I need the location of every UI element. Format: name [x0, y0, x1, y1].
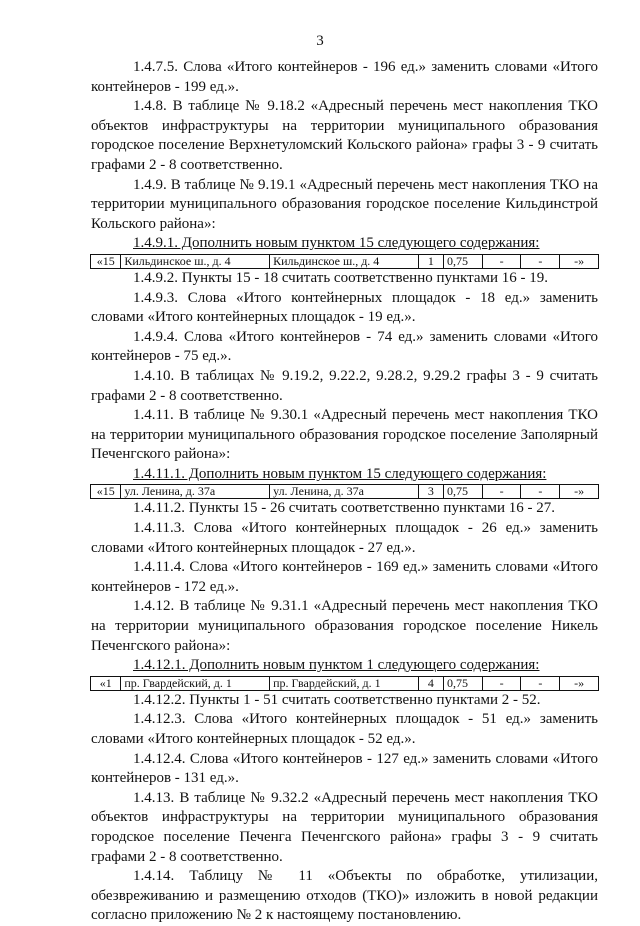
table-row	[91, 676, 599, 690]
table-cell: 3	[418, 485, 443, 499]
paragraph: 1.4.9. В таблице № 9.19.1 «Адресный перечень мест накопления ТКО на территории муниципального образования городское поселение Кильдинстрой Кольского района»:	[91, 176, 598, 232]
table-cell: 4	[418, 676, 443, 690]
table-cell: «15	[91, 485, 121, 499]
table-cell: -	[482, 485, 521, 499]
document-body	[91, 58, 598, 926]
page-number: 3	[316, 33, 324, 49]
paragraph: 1.4.12. В таблице № 9.31.1 «Адресный перечень мест накопления ТКО на территории муниципального образования городское поселение Никель Печенгского района»:	[91, 598, 598, 654]
table-cell: -»	[560, 676, 599, 690]
paragraph: 1.4.7.5. Слова «Итого контейнеров - 196 ед.» заменить словами «Итого контейнеров - 199 ед.».	[91, 59, 598, 95]
paragraph: 1.4.9.4. Слова «Итого контейнеров - 74 ед.» заменить словами «Итого контейнеров - 75 ед.».	[91, 328, 598, 365]
table-cell: «1	[91, 676, 121, 690]
paragraph: 1.4.12.4. Слова «Итого контейнеров - 127 ед.» заменить словами «Итого контейнеров - 131 ед.».	[91, 750, 598, 787]
table-cell: «15	[91, 254, 121, 268]
table-cell: -»	[560, 254, 599, 268]
paragraph: 1.4.11. В таблице № 9.30.1 «Адресный перечень мест накопления ТКО на территории муниципального образования городское поселение Заполярный Печенгского района»:	[91, 407, 598, 463]
paragraph: 1.4.11.2. Пункты 15 - 26 считать соответственно пунктами 16 - 27.	[133, 500, 555, 517]
table-cell: 0,75	[443, 676, 482, 690]
paragraph-underlined: 1.4.9.1. Дополнить новым пунктом 15 следующего содержания:	[133, 235, 540, 252]
paragraph: 1.4.14. Таблицу № 11 «Объекты по обработке, утилизации, обезвреживанию и размещению отходов (ТКО)» изложить в новой редакции согласно приложению № 2 к настоящему постановлению.	[91, 868, 598, 924]
paragraph: 1.4.8. В таблице № 9.18.2 «Адресный перечень мест накопления ТКО объектов инфраструктуры на территории муниципального образования городское поселение Верхнетуломский Кольского района» графы 3 - 9 считать графами 2 - 8 соответственно.	[91, 98, 598, 173]
inserted-row-table	[90, 676, 599, 691]
table-cell: 0,75	[443, 254, 482, 268]
paragraph: 1.4.13. В таблице № 9.32.2 «Адресный перечень мест накопления ТКО объектов инфраструктуры на территории муниципального образования городское поселение Печенга Печенгского района» графы 3 - 9 считать графами 2 - 8 соответственно.	[91, 789, 598, 865]
table-cell: Кильдинское ш., д. 4	[270, 254, 419, 268]
table-cell: -	[521, 254, 560, 268]
table-cell: -	[521, 676, 560, 690]
table-row	[91, 485, 599, 499]
table-cell: ул. Ленина, д. 37а	[270, 485, 419, 499]
paragraph: 1.4.9.3. Слова «Итого контейнерных площадок - 18 ед.» заменить словами «Итого контейнерных площадок - 19 ед.».	[91, 289, 598, 326]
table-cell: -	[521, 485, 560, 499]
table-row	[91, 254, 599, 268]
inserted-row-table	[90, 254, 599, 269]
table-cell: пр. Гвардейский, д. 1	[270, 676, 419, 690]
paragraph: 1.4.10. В таблицах № 9.19.2, 9.22.2, 9.28.2, 9.29.2 графы 3 - 9 считать графами 2 - 8 соответственно.	[91, 367, 598, 404]
paragraph: 1.4.12.3. Слова «Итого контейнерных площадок - 51 ед.» заменить словами «Итого контейнерных площадок - 52 ед.».	[91, 711, 598, 747]
paragraph: 1.4.11.3. Слова «Итого контейнерных площадок - 26 ед.» заменить словами «Итого контейнерных площадок - 27 ед.».	[91, 520, 598, 556]
table-cell: ул. Ленина, д. 37а	[121, 485, 270, 499]
table-cell: 0,75	[443, 485, 482, 499]
table-cell: -	[482, 254, 521, 268]
inserted-row-table	[90, 484, 599, 499]
table-cell: пр. Гвардейский, д. 1	[121, 676, 270, 690]
paragraph: 1.4.9.2. Пункты 15 - 18 считать соответственно пунктами 16 - 19.	[133, 269, 549, 286]
paragraph-underlined: 1.4.11.1. Дополнить новым пунктом 15 следующего содержания:	[133, 465, 547, 482]
paragraph: 1.4.11.4. Слова «Итого контейнеров - 169 ед.» заменить словами «Итого контейнеров - 172 ед.».	[91, 559, 598, 595]
table-cell: 1	[418, 254, 443, 268]
paragraph: 1.4.12.2. Пункты 1 - 51 считать соответственно пунктами 2 - 52.	[133, 691, 541, 708]
table-cell: Кильдинское ш., д. 4	[121, 254, 270, 268]
table-cell: -	[482, 676, 521, 690]
table-cell: -»	[560, 485, 599, 499]
paragraph-underlined: 1.4.12.1. Дополнить новым пунктом 1 следующего содержания:	[133, 657, 540, 674]
